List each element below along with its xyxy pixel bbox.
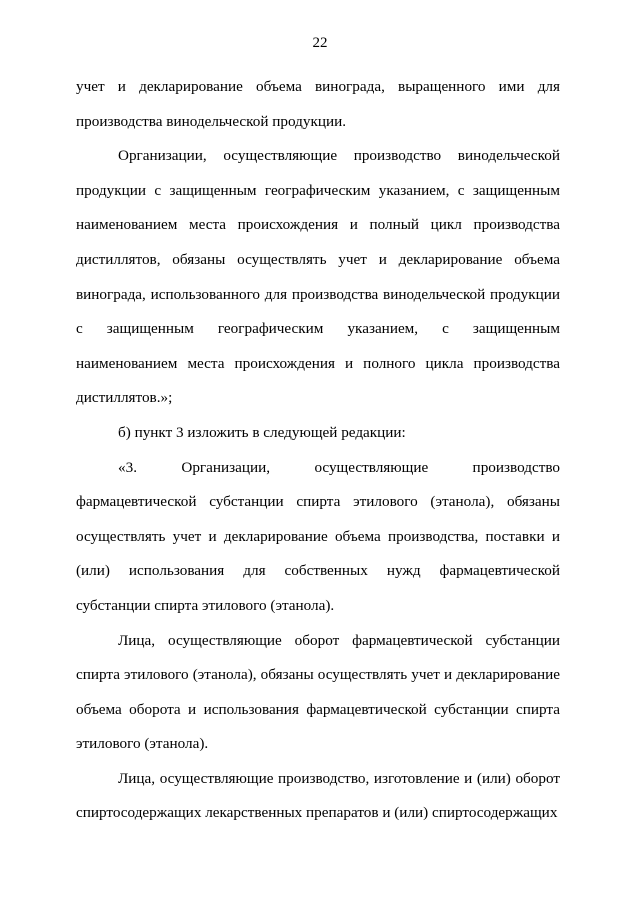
paragraph-item-3-pharma-production: «3. Организации, осуществляющие производство фармацевтической субстанции спирта этилового (этанола), обязаны осуществлять учет и декларирование объема производства, поставки и (или) использования для собственных нужд фармацевтической субстанции спирта этилового (этанола). <box>76 458 560 614</box>
paragraph-pharma-turnover: Лица, осуществляющие оборот фармацевтической субстанции спирта этилового (этанола), обязаны осуществлять учет и декларирование объема оборота и использования фармацевтической субстанции спирта этилового (этанола). <box>76 631 560 753</box>
page-number: 22 <box>312 35 328 51</box>
paragraph-amendment-clause: б) пункт 3 изложить в следующей редакции: <box>118 423 406 441</box>
paragraph-organizations-gi: Организации, осуществляющие производство винодельческой продукции с защищенным географическим указанием, с защищенным наименованием места происхождения и полный цикл производства дистиллятов, обязаны осуществлять учет и декларирование объема винограда, использованного для производства винодельческой продукции с защищенным географическим указанием, с защищенным наименованием места происхождения и полного цикла производства дистиллятов.»; <box>76 147 560 407</box>
paragraph-medicinal-preparations: Лица, осуществляющие производство, изготовление и (или) оборот спиртосодержащих лекарственных препаратов и (или) спиртосодержащих <box>76 769 560 822</box>
paragraph-continuation: учет и декларирование объема винограда, выращенного ими для производства винодельческой продукции. <box>76 78 560 130</box>
document-body <box>76 70 560 831</box>
